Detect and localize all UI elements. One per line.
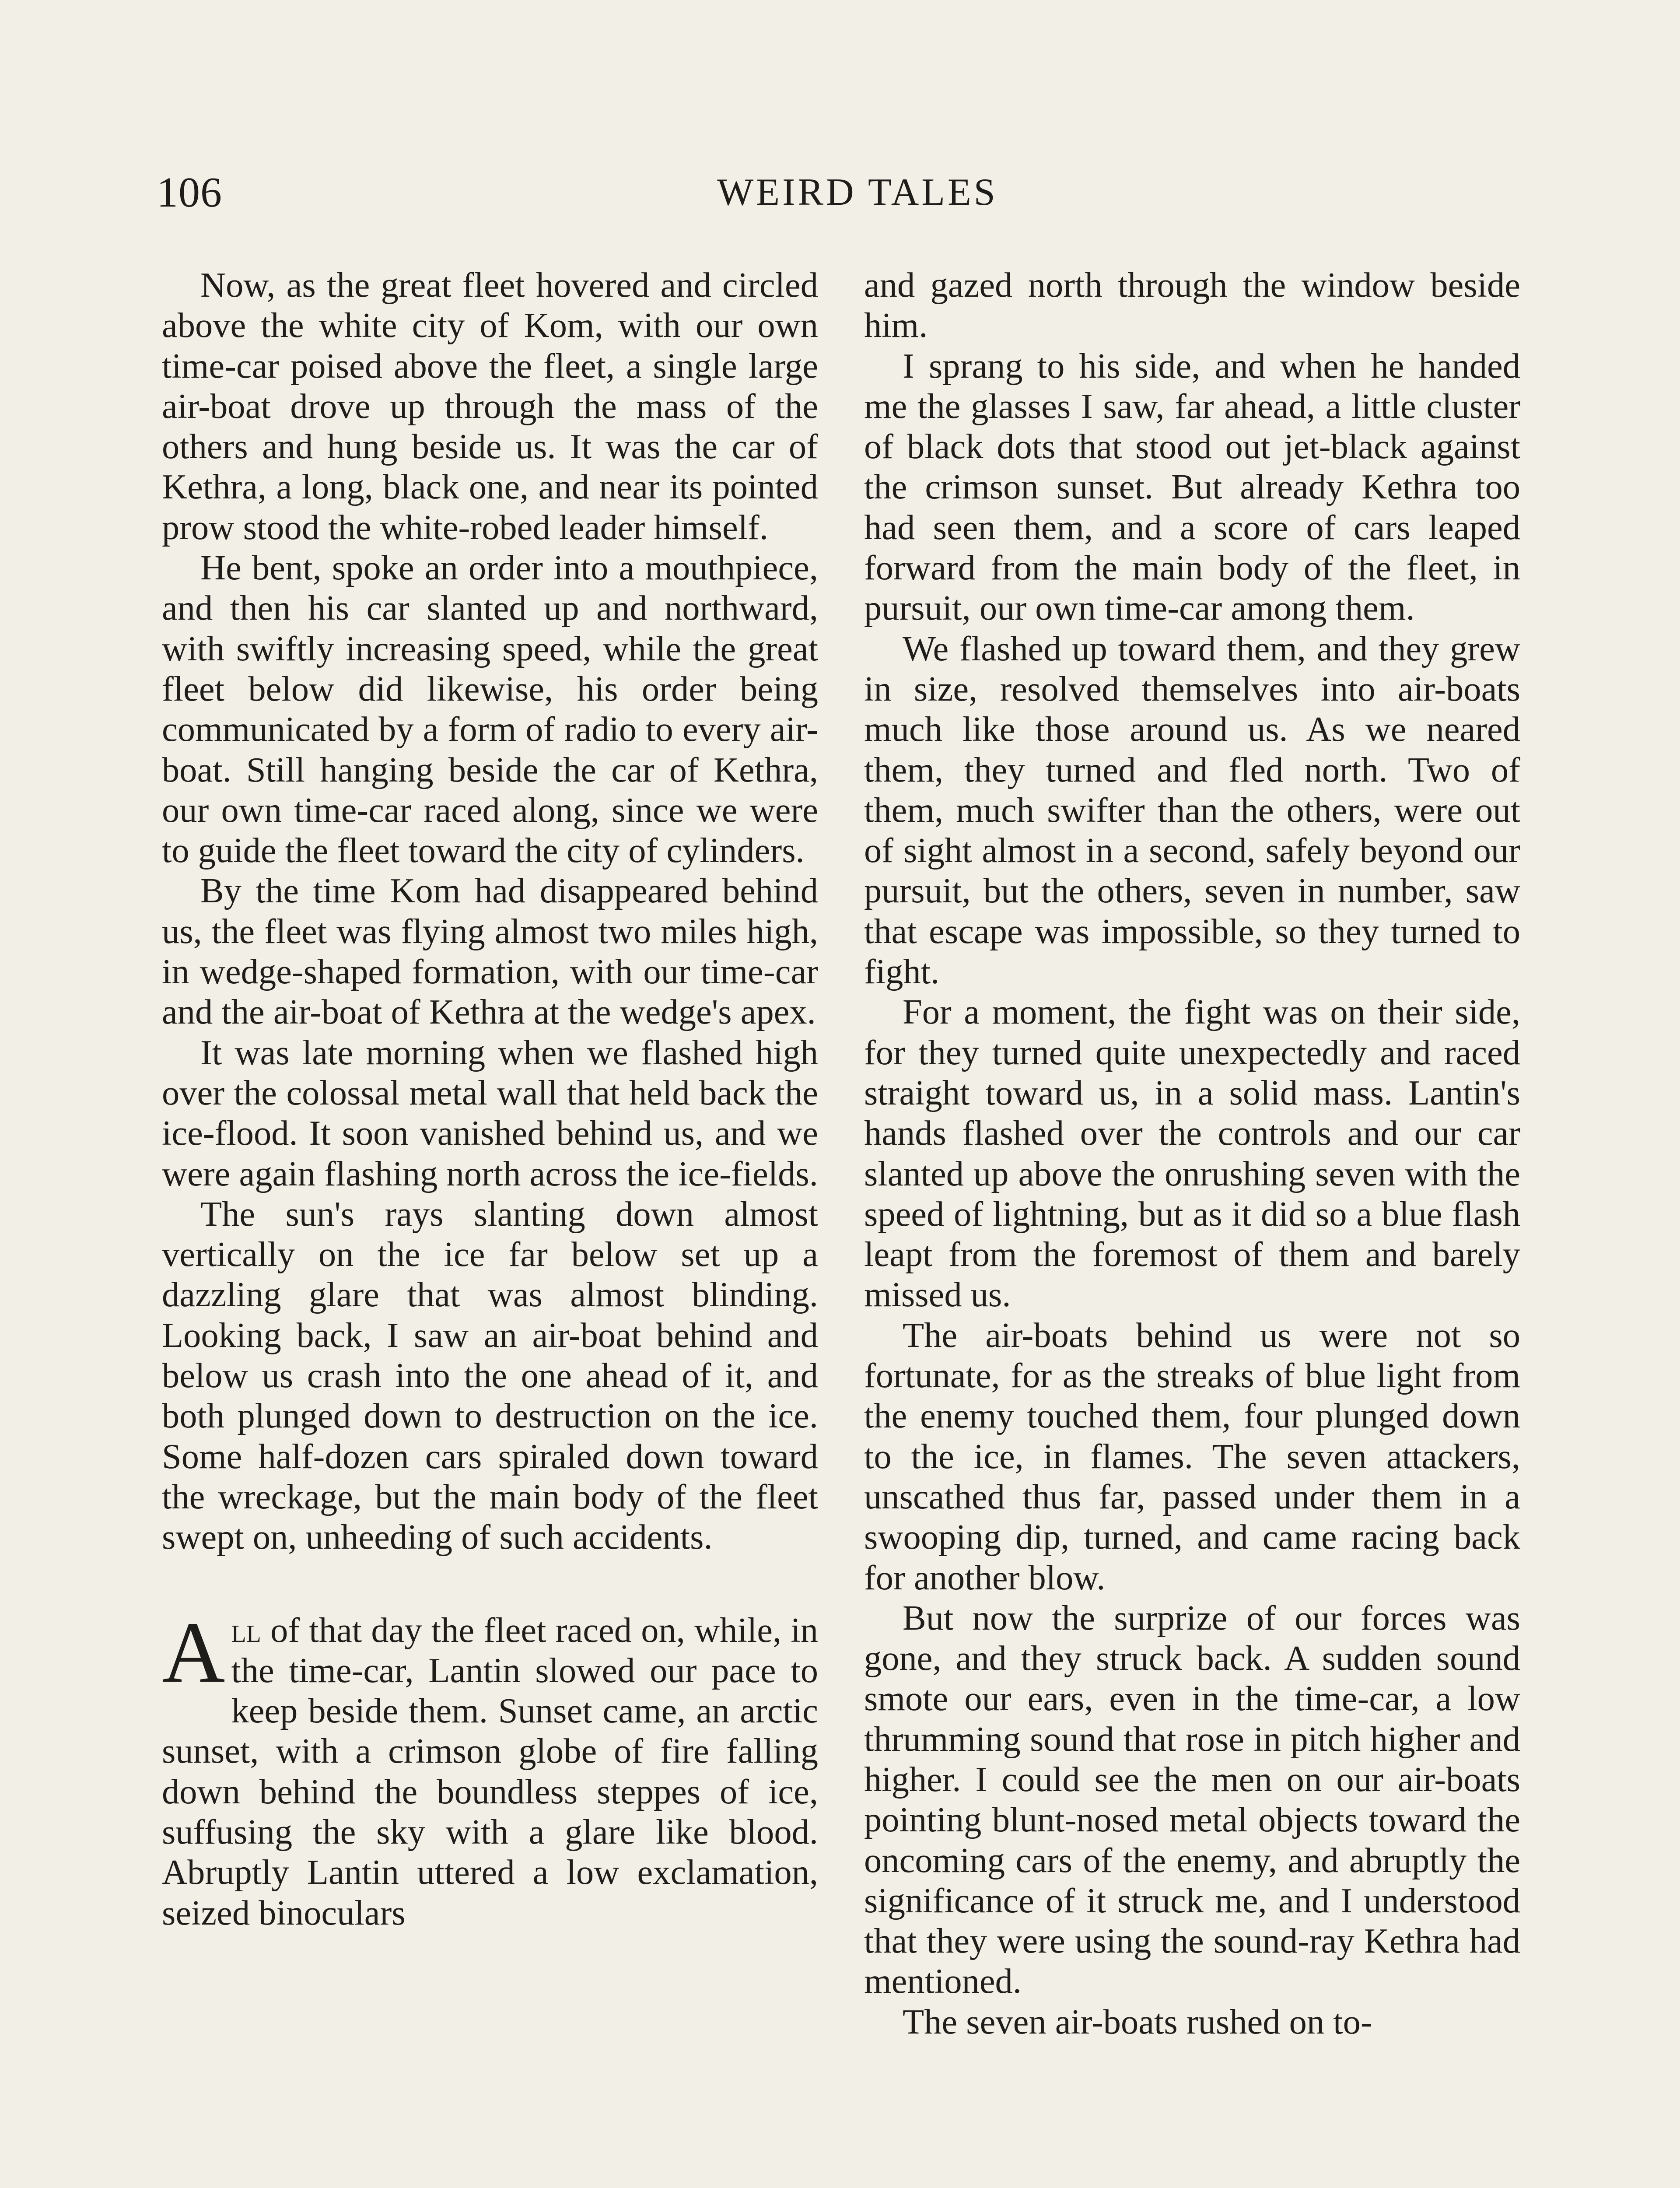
section-break	[162, 1558, 818, 1610]
continued-paragraph: and gazed north through the window beside him.	[864, 266, 1520, 345]
section-text: of that day the fleet raced on, while, in the time-car, Lantin slowed our pace to keep beside them. Sunset came, an arctic sunset, with a crimson globe of fire falling down behind the boundless steppes of ice, suffusing the sky with a glare like blood. Abruptly Lantin uttered a low exclamation, seized binoculars	[162, 1610, 818, 1932]
running-title: WEIRD TALES	[717, 171, 998, 214]
paragraph: I sprang to his side, and when he handed me the glasses I saw, far ahead, a little cluster of black dots that stood out jet-black against the crimson sunset. But already Kethra too had seen them, and a score of cars leaped forward from the main body of the fleet, in pursuit, our own time-car among them.	[864, 346, 1520, 628]
paragraph: The seven air-boats rushed on to-	[903, 2002, 1372, 2041]
paragraph: The sun's rays slanting down almost vertically on the ice far below set up a dazzling glare that was almost blinding. Looking back, I saw an air-boat behind and below us crash into the one ahead of it, and both plunged down to destruction on the ice. Some half-dozen cars spiraled down toward the wreckage, but the main body of the fleet swept on, unheeding of such accidents.	[162, 1194, 818, 1557]
page-number: 106	[157, 169, 222, 216]
paragraph: He bent, spoke an order into a mouthpiece, and then his car slanted up and northward, with swiftly increasing speed, while the great fleet below did likewise, his order being communicated by a form of radio to every air-boat. Still hanging beside the car of Kethra, our own time-car raced along, since we were to guide the fleet toward the city of cylinders.	[162, 548, 818, 870]
paragraph: For a moment, the fight was on their side, for they turned quite unexpectedly and raced straight toward us, in a solid mass. Lantin's hands flashed over the controls and our car slanted up above the onrushing seven with the speed of lightning, but as it did so a blue flash leapt from the foremost of them and barely missed us.	[864, 992, 1520, 1315]
section-paragraph	[162, 1604, 818, 1933]
page-header	[0, 166, 1680, 219]
paragraph: The air-boats behind us were not so fortunate, for as the streaks of blue light from the enemy touched them, four plunged down to the ice, in flames. The seven attackers, unscathed thus far, passed under them in a swooping dip, turned, and came racing back for another blow.	[864, 1315, 1520, 1597]
small-caps-lead: ll	[231, 1611, 261, 1650]
right-column	[864, 265, 1520, 2042]
left-column	[162, 265, 818, 1933]
paragraph: It was late morning when we flashed high over the colossal metal wall that held back the ice-flood. It soon vanished behind us, and we were again flashing north across the ice-fields.	[162, 1033, 818, 1193]
paragraph: But now the surprize of our forces was gone, and they struck back. A sudden sound smote our ears, even in the time-car, a low thrumming sound that rose in pitch higher and higher. I could see the men on our air-boats pointing blunt-nosed metal objects toward the oncoming cars of the enemy, and abruptly the significance of it struck me, and I understood that they were using the sound-ray Kethra had mentioned.	[864, 1598, 1520, 2001]
drop-cap: A	[162, 1604, 225, 1701]
paragraph: By the time Kom had disappeared behind us, the fleet was flying almost two miles high, in wedge-shaped formation, with our time-car and the air-boat of Kethra at the wedge's apex.	[162, 871, 818, 1032]
paragraph: Now, as the great fleet hovered and circled above the white city of Kom, with our own time-car poised above the fleet, a single large air-boat drove up through the mass of the others and hung beside us. It was the car of Kethra, a long, black one, and near its pointed prow stood the white-robed leader himself.	[162, 266, 818, 547]
paragraph: We flashed up toward them, and they grew in size, resolved themselves into air-boats much like those around us. As we neared them, they turned and fled north. Two of them, much swifter than the others, were out of sight almost in a second, safely beyond our pursuit, but the others, seven in number, saw that escape was impossible, so they turned to fight.	[864, 629, 1520, 992]
